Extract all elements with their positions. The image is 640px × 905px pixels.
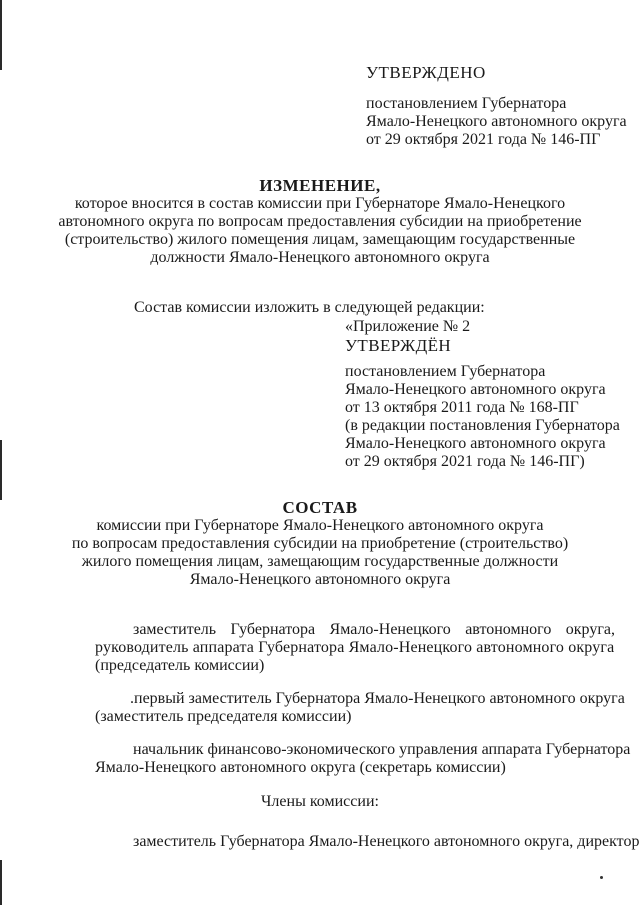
member-chair-line-2: руководитель аппарата Губернатора Ямало-Ненецкого автономного округа bbox=[95, 639, 615, 656]
approval-title: УТВЕРЖДЕНО bbox=[366, 63, 486, 82]
composition-line: по вопросам предоставления субсидии на приобретение (строительство) bbox=[71, 535, 569, 552]
composition-line: жилого помещения лицам, замещающим государственные должности bbox=[81, 553, 559, 570]
member-deputy-line-2: (заместитель председателя комиссии) bbox=[95, 708, 352, 725]
member-chair-line-1 bbox=[133, 621, 615, 639]
member-word: Губернатора bbox=[230, 621, 316, 638]
member-chair-line-3: (председатель комиссии) bbox=[95, 657, 265, 674]
appendix-line: Ямало-Ненецкого автономного округа bbox=[345, 381, 606, 398]
change-line: автономного округа по вопросам предоставления субсидии на приобретение bbox=[58, 213, 582, 230]
approval-line: Ямало-Ненецкого автономного округа bbox=[366, 113, 627, 130]
scan-speck bbox=[600, 876, 603, 879]
member-deputy-line-1: .первый заместитель Губернатора Ямало-Ненецкого автономного округа bbox=[130, 690, 625, 707]
appendix-number: «Приложение № 2 bbox=[345, 318, 471, 335]
members-heading: Члены комиссии: bbox=[261, 793, 379, 810]
approval-line: постановлением Губернатора bbox=[366, 95, 567, 112]
member-word: округа, bbox=[565, 621, 615, 638]
scan-margin-mark bbox=[0, 440, 2, 500]
change-line: которое вносится в состав комиссии при Губернаторе Ямало-Ненецкого bbox=[74, 195, 566, 212]
composition-title: СОСТАВ bbox=[282, 498, 358, 517]
composition-line: Ямало-Ненецкого автономного округа bbox=[189, 571, 451, 588]
intro-text: Состав комиссии изложить в следующей редакции: bbox=[134, 299, 485, 316]
appendix-line: постановлением Губернатора bbox=[345, 363, 546, 380]
appendix-line: (в редакции постановления Губернатора bbox=[345, 417, 620, 434]
appendix-line: Ямало-Ненецкого автономного округа bbox=[345, 435, 606, 452]
appendix-line: от 29 октября 2021 года № 146-ПГ) bbox=[345, 453, 585, 470]
member-secretary-line-1: начальник финансово-экономического управления аппарата Губернатора bbox=[133, 741, 631, 758]
appendix-approved: УТВЕРЖДЁН bbox=[345, 336, 452, 355]
change-title: ИЗМЕНЕНИЕ, bbox=[259, 176, 381, 195]
member-word: автономного bbox=[465, 621, 552, 638]
composition-line: комиссии при Губернаторе Ямало-Ненецкого автономного округа bbox=[96, 517, 544, 534]
member-line: заместитель Губернатора Ямало-Ненецкого автономного округа, директор bbox=[133, 833, 640, 850]
member-secretary-line-2: Ямало-Ненецкого автономного округа (секретарь комиссии) bbox=[95, 759, 506, 776]
member-word: заместитель bbox=[133, 621, 217, 638]
appendix-line: от 13 октября 2011 года № 168-ПГ bbox=[345, 399, 579, 416]
change-line: должности Ямало-Ненецкого автономного округа bbox=[150, 249, 490, 266]
scan-margin-mark bbox=[0, 0, 2, 70]
change-line: (строительство) жилого помещения лицам, замещающим государственные bbox=[64, 231, 576, 248]
scan-margin-mark bbox=[0, 860, 2, 905]
member-word: Ямало-Ненецкого bbox=[329, 621, 451, 638]
approval-line: от 29 октября 2021 года № 146-ПГ bbox=[366, 131, 601, 148]
